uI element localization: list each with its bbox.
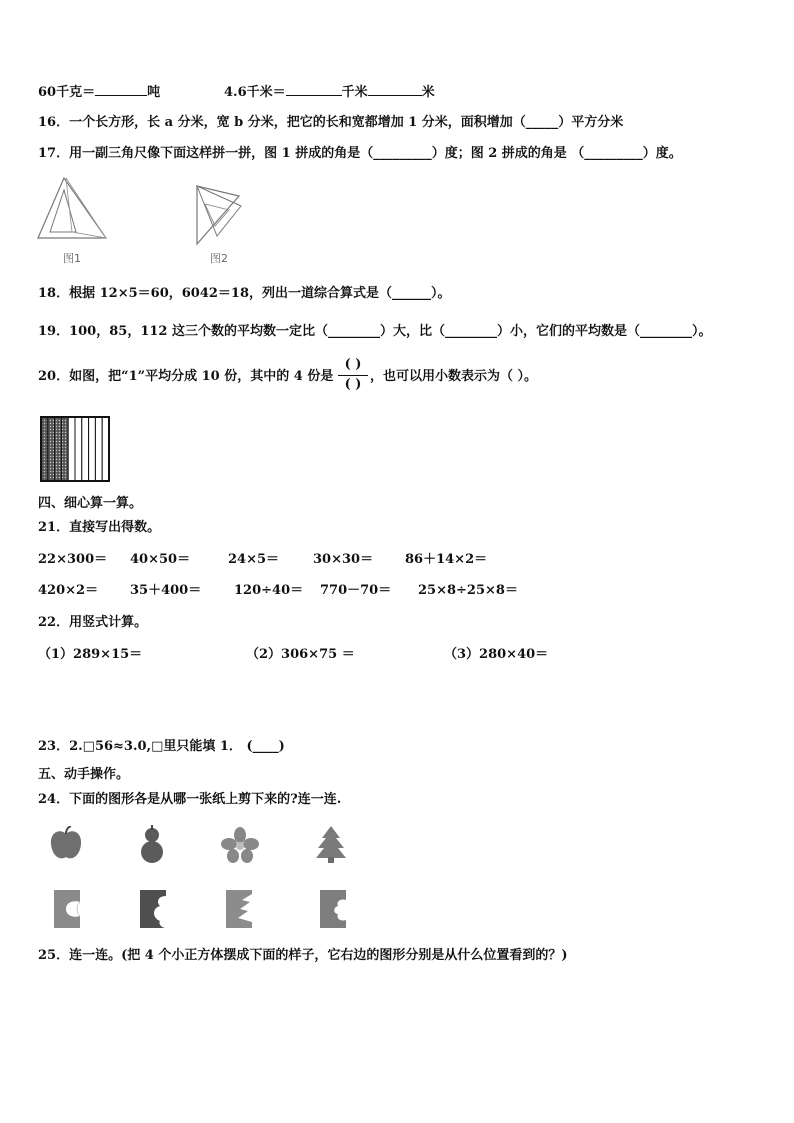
q23-text: 23．2.□56≈3.0,□里只能填 1． (____) — [38, 739, 285, 754]
q17-figure-1 — [36, 176, 110, 248]
bar-part-empty — [75, 417, 82, 481]
q22-item1: （1）289×15＝ — [38, 647, 143, 662]
q19-text: 19．100，85，112 这三个数的平均数一定比（________）大，比（________）小，它们的平均数是（________）。 — [38, 324, 712, 339]
q22-item3: （3）280×40＝ — [444, 647, 549, 662]
q21-row2-item2: 35＋400＝ — [130, 583, 202, 598]
q15-right-unit1: 千米 — [341, 85, 368, 100]
bar-part-shaded — [55, 417, 62, 481]
q15-line-right — [224, 83, 435, 101]
paper-cut-flower[interactable] — [318, 888, 348, 930]
q17-text: 17．用一副三角尺像下面这样拼一拼，图 1 拼成的角是（_________）度；图 2 拼成的角是 （_________）度。 — [38, 146, 682, 161]
q21-row1-item3: 24×5＝ — [228, 552, 280, 567]
q25-text: 25．连一连。(把 4 个小正方体摆成下面的样子，它右边的图形分别是从什么位置看到的？) — [38, 948, 568, 963]
section5-title: 五、动手操作。 — [38, 767, 130, 782]
q20-fraction-bar — [338, 375, 368, 376]
q18-text: 18．根据 12×5＝60，6042＝18，列出一道综合算式是（______）。 — [38, 286, 451, 301]
q17-fig1-caption: 图1 — [63, 252, 81, 265]
q17-figure-2 — [193, 184, 245, 246]
q22-item2: （2）306×75 ＝ — [246, 647, 355, 662]
q21-row1-item5: 86＋14×2＝ — [405, 552, 488, 567]
q15-right-unit2: 米 — [421, 85, 435, 100]
flower-shape[interactable] — [220, 826, 260, 864]
q15-left-prefix: 60千克＝ — [38, 85, 96, 100]
q21-row2-item5: 25×8÷25×8＝ — [418, 583, 518, 598]
q21-row1-item4: 30×30＝ — [313, 552, 374, 567]
paper-cut-gourd[interactable] — [138, 888, 168, 930]
q20-fraction-numerator: ( ) — [344, 357, 362, 372]
q15-right-prefix: 4.6千米＝ — [224, 85, 286, 100]
bar-part-empty — [68, 417, 75, 481]
q20-fraction-denominator: ( ) — [344, 377, 362, 392]
q16-text: 16．一个长方形，长 a 分米，宽 b 分米，把它的长和宽都增加 1 分米，面积增加（_____）平方分米 — [38, 115, 624, 130]
q21-row1-item1: 22×300＝ — [38, 552, 108, 567]
bar-part-empty — [102, 417, 109, 481]
apple-shape[interactable] — [48, 826, 84, 862]
tree-shape[interactable] — [314, 824, 348, 864]
q22-title: 22．用竖式计算。 — [38, 615, 148, 630]
bar-part-shaded — [41, 417, 48, 481]
q21-row1-item2: 40×50＝ — [130, 552, 191, 567]
paper-cut-apple[interactable] — [52, 888, 82, 930]
q17-fig2-caption: 图2 — [210, 252, 228, 265]
bar-part-shaded — [48, 417, 55, 481]
q20-text-after: ，也可以用小数表示为（ ）。 — [370, 369, 538, 384]
q15-blank-3[interactable] — [368, 83, 422, 96]
q20-text-before: 20．如图，把“1”平均分成 10 份，其中的 4 份是 — [38, 369, 334, 384]
q21-row2-item4: 770－70＝ — [320, 583, 392, 598]
q15-blank-1[interactable] — [95, 83, 147, 96]
q15-blank-2[interactable] — [286, 83, 342, 96]
bar-part-empty — [95, 417, 102, 481]
paper-cut-tree[interactable] — [224, 888, 254, 930]
q21-title: 21．直接写出得数。 — [38, 520, 161, 535]
q21-row2-item3: 120÷40＝ — [234, 583, 304, 598]
q20-fraction[interactable] — [336, 357, 370, 397]
bar-part-empty — [89, 417, 96, 481]
q20-ten-part-bar — [40, 416, 112, 484]
q24-title: 24．下面的图形各是从哪一张纸上剪下来的?连一连. — [38, 792, 342, 807]
q21-row2-item1: 420×2＝ — [38, 583, 99, 598]
bar-part-empty — [82, 417, 89, 481]
bar-part-shaded — [61, 417, 68, 481]
gourd-shape[interactable] — [136, 824, 168, 864]
section4-title: 四、细心算一算。 — [38, 496, 143, 511]
q15-left-unit: 吨 — [147, 85, 161, 100]
q15-line — [38, 83, 160, 101]
